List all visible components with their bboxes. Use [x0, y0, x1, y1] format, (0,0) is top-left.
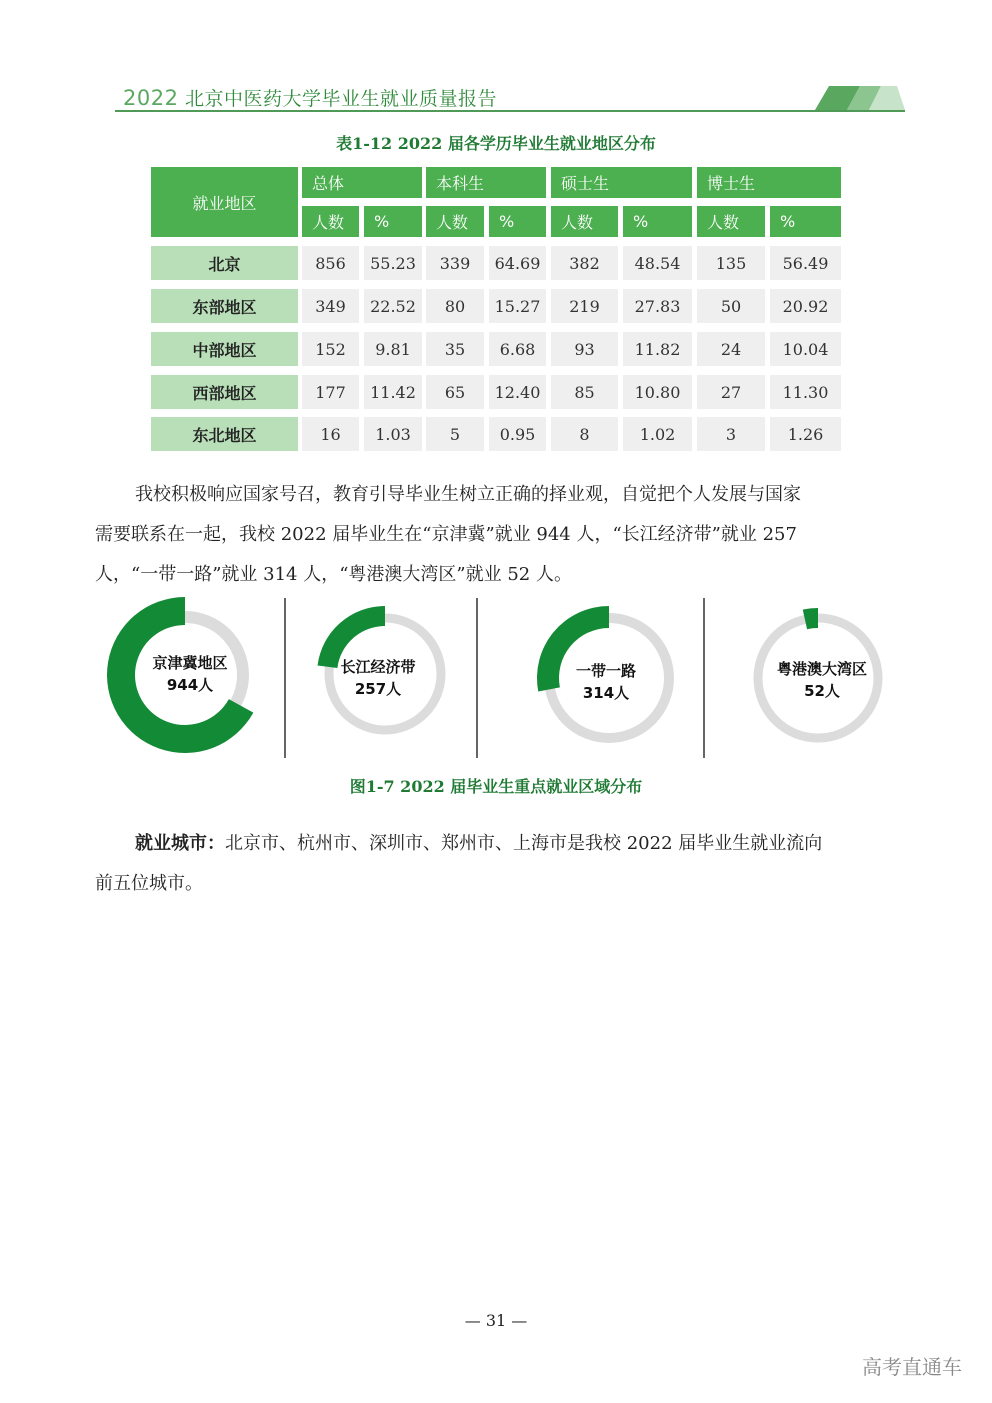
- city-lead-text: 北京市、杭州市、深圳市、郑州市、上海市是我校 2022 届毕业生就业流向: [225, 833, 823, 854]
- sub-header-count: 人数: [551, 206, 618, 237]
- table-cell: 382: [551, 246, 618, 280]
- region-header-cell: 就业地区: [151, 167, 298, 237]
- sub-header-percent: %: [623, 206, 692, 237]
- donut-label-changjiang: [323, 656, 433, 700]
- table-cell: 56.49: [770, 246, 841, 280]
- group-header-master: 硕士生: [551, 167, 692, 198]
- group-header-total: 总体: [302, 167, 422, 198]
- table-cell: 339: [426, 246, 484, 280]
- chart-divider: [476, 598, 478, 758]
- table-cell: 11.42: [364, 375, 422, 409]
- donut-category: 一带一路: [575, 662, 636, 680]
- table-cell: 1.03: [364, 417, 422, 451]
- donut-label-yidaiyilu: [551, 660, 661, 704]
- page-header: [115, 84, 905, 110]
- table-cell: 24: [697, 332, 765, 366]
- table-cell: 0.95: [489, 417, 546, 451]
- table-cell: 856: [302, 246, 359, 280]
- donut-value: 257人: [354, 680, 402, 698]
- table-cell: 16: [302, 417, 359, 451]
- row-label-east: 东部地区: [151, 289, 298, 323]
- watermark: 高考直通车: [862, 1355, 962, 1379]
- donut-value: 944人: [166, 676, 214, 694]
- table-cell: 93: [551, 332, 618, 366]
- city-lead-label: 就业城市：: [135, 833, 225, 854]
- chart-divider: [284, 598, 286, 758]
- table-cell: 20.92: [770, 289, 841, 323]
- sub-header-percent: %: [489, 206, 546, 237]
- paragraph-line: 前五位城市。: [95, 873, 203, 894]
- donut-category: 京津冀地区: [152, 654, 228, 672]
- table-cell: 6.68: [489, 332, 546, 366]
- table-cell: 135: [697, 246, 765, 280]
- table-cell: 152: [302, 332, 359, 366]
- header-report-name: 北京中医药大学毕业生就业质量报告: [178, 88, 497, 110]
- sub-header-count: 人数: [426, 206, 484, 237]
- table-cell: 5: [426, 417, 484, 451]
- paragraph-line: 我校积极响应国家号召，教育引导毕业生树立正确的择业观，自觉把个人发展与国家: [135, 484, 801, 505]
- table-cell: 35: [426, 332, 484, 366]
- region-paragraph: [95, 475, 885, 595]
- header-year: 2022: [123, 86, 179, 110]
- table-cell: 27: [697, 375, 765, 409]
- table-cell: 65: [426, 375, 484, 409]
- table-cell: 50: [697, 289, 765, 323]
- table-cell: 15.27: [489, 289, 546, 323]
- table-cell: 8: [551, 417, 618, 451]
- table-caption: 表1-12 2022 届各学历毕业生就业地区分布: [336, 134, 656, 153]
- donut-value: 314人: [582, 684, 630, 702]
- sub-header-percent: %: [364, 206, 422, 237]
- donut-category: 长江经济带: [340, 658, 416, 676]
- key-region-donut-charts: [0, 590, 992, 770]
- row-label-northeast: 东北地区: [151, 417, 298, 451]
- table-cell: 10.80: [623, 375, 692, 409]
- table-cell: 27.83: [623, 289, 692, 323]
- header-decoration-icon: [815, 84, 905, 110]
- table-cell: 177: [302, 375, 359, 409]
- donut-label-yuegangao: [762, 658, 882, 702]
- table-cell: 48.54: [623, 246, 692, 280]
- table-cell: 85: [551, 375, 618, 409]
- donut-label-jingjinji: [135, 652, 245, 696]
- paragraph-line: [95, 824, 885, 864]
- donut-category: 粤港澳大湾区: [776, 660, 867, 678]
- chart-divider: [703, 598, 705, 758]
- paragraph-line: 人，“一带一路”就业 314 人，“粤港澳大湾区”就业 52 人。: [95, 564, 572, 585]
- group-header-doctor: 博士生: [697, 167, 841, 198]
- table-cell: 22.52: [364, 289, 422, 323]
- row-label-beijing: 北京: [151, 246, 298, 280]
- table-cell: 3: [697, 417, 765, 451]
- paragraph-line: 需要联系在一起，我校 2022 届毕业生在“京津冀”就业 944 人，“长江经济带”就业 257: [95, 524, 797, 545]
- row-label-central: 中部地区: [151, 332, 298, 366]
- table-cell: 80: [426, 289, 484, 323]
- city-paragraph: [95, 824, 885, 904]
- table-cell: 1.26: [770, 417, 841, 451]
- table-cell: 349: [302, 289, 359, 323]
- group-header-bachelor: 本科生: [426, 167, 546, 198]
- table-cell: 55.23: [364, 246, 422, 280]
- sub-header-count: 人数: [302, 206, 359, 237]
- table-cell: 219: [551, 289, 618, 323]
- row-label-west: 西部地区: [151, 375, 298, 409]
- header-title: [123, 84, 497, 111]
- sub-header-percent: %: [770, 206, 841, 237]
- table-cell: 64.69: [489, 246, 546, 280]
- table-cell: 1.02: [623, 417, 692, 451]
- donut-value: 52人: [804, 682, 840, 700]
- table-cell: 10.04: [770, 332, 841, 366]
- page-number: — 31 —: [464, 1311, 528, 1330]
- sub-header-count: 人数: [697, 206, 765, 237]
- table-cell: 11.82: [623, 332, 692, 366]
- header-rule: [115, 110, 905, 112]
- table-cell: 11.30: [770, 375, 841, 409]
- donut-arc-yuegangao: [803, 608, 818, 629]
- figure-caption: 图1-7 2022 届毕业生重点就业区域分布: [349, 777, 643, 796]
- table-cell: 9.81: [364, 332, 422, 366]
- table-cell: 12.40: [489, 375, 546, 409]
